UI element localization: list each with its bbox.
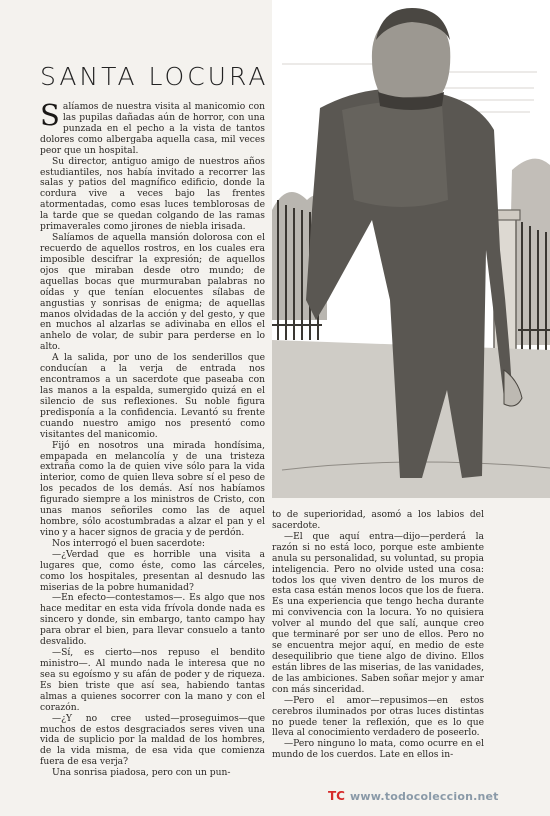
article-title: SANTA LOCURA — [40, 62, 269, 91]
illustration-man-at-gate — [272, 0, 550, 498]
watermark-link[interactable]: www.todocoleccion.net — [350, 789, 499, 803]
article-paragraph: —Pero ninguno lo mata, como ocurre en el mundo de los cuerdos. Late en ellos in- — [272, 739, 484, 761]
article-paragraph: Su director, antiguo amigo de nuestros años estudiantiles, nos había invitado a recorrer las salas y patios del magnífico edificio, donde la cordura vive a veces bajo las frentes atormentadas, como esas luces temblorosas de la tarde que se quedan colgando de las ramas primaverales como jirones de niebla irisada. — [40, 156, 265, 233]
article-paragraph: —Pero el amor—repusimos—en estos cerebros iluminados por otras luces distintas no puede tener la reflexión, que es lo que lleva al conocimiento verdadero de poseerlo. — [272, 695, 484, 739]
article-column-right — [272, 510, 484, 761]
drop-cap: S — [40, 98, 60, 132]
article-paragraph: —¿Y no cree usted—proseguimos—que muchos de estos desgraciados seres viven una vida de suplicio por la maldad de los hombres, de la vida misma, de esa vida que comienza fuera de esa verja? — [40, 713, 265, 768]
article-paragraph: —El que aquí entra—dijo—perderá la razón si no está loco, porque este ambiente anula su personalidad, su voluntad, su propia inteligencia. Pero no olvide usted una cosa: todos los que viven dentro de los muros de esta casa están menos locos que los de fuera. Es una experiencia que tengo hecha durante mi convivencia con la locura. Yo no quisiera volver al mundo del que salí, aunque creo que terminaré por ser uno de ellos. Pero no se encuentra mejor aquí, en medio de este desequilibrio que tiene algo de divino. Ellos están libres de las miserias, de las vanidades, de las ambiciones. Saben soñar mejor y amar con más sinceridad. — [272, 531, 484, 695]
article-paragraph: —¿Verdad que es horrible una visita a lugares que, como éste, como las cárceles, como los hospitales, presentan al desnudo las miserias de la pobre humanidad? — [40, 549, 265, 593]
article-paragraph: Nos interrogó el buen sacerdote: — [52, 538, 205, 549]
article-paragraph: Salíamos de aquella mansión dolorosa con el recuerdo de aquellos rostros, en los cuales era imposible descifrar la expresión; de aquellos ojos que miraban desde otro mundo; de aquellas bocas que murmuraban palabras no oídas y que tenían elocuentes sílabas de angustias y sonrisas de enigma; de aquellas manos olvidadas de la acción y del gesto, y que en muchos al alzarlas se adivinaba en ellos el anhelo de volar, de subir para perderse en lo alto. — [40, 233, 265, 353]
watermark-footer[interactable] — [328, 787, 550, 805]
article-column-left — [40, 98, 265, 779]
todocoleccion-logo-icon: TC — [328, 789, 345, 803]
article-paragraph: —Sí, es cierto—nos repuso el bendito ministro—. Al mundo nada le interesa que no sea su egoísmo y su afán de poder y de riqueza. Es bien triste que así sea, habiendo tantas almas a quienes socorrer con la mano y con el corazón. — [40, 648, 265, 713]
article-paragraph: Salíamos de nuestra visita al manicomio con las pupilas dañadas aún de horror, con una punzada en el pecho a la vista de tantos dolores como albergaba aquella casa, mil veces peor que un hospital. — [40, 98, 265, 156]
article-paragraph: to de superioridad, asomó a los labios del sacerdote. — [272, 510, 484, 531]
article-paragraph: —En efecto—contestamos—. Es algo que nos hace meditar en esta vida frívola donde nada es sincero y donde, sin embargo, tanto campo hay para obrar el bien, para llevar consuelo a tanto desvalido. — [40, 593, 265, 648]
article-paragraph: Una sonrisa piadosa, pero con un pun- — [52, 768, 231, 779]
article-paragraph: A la salida, por uno de los senderillos que conducían a la verja de entrada nos encontramos a un sacerdote que paseaba con las manos a la espalda, sumergido quizá en el silencio de sus reflexiones. Su noble figura predisponía a la confidencia. Levantó su frente cuando nuestro amigo nos presentó como visitantes del manicomio. — [40, 353, 265, 440]
article-paragraph: Fijó en nosotros una mirada hondísima, empapada en melancolía y de una tristeza extraña como la de quien vive sólo para la vida interior, como de quien lleva sobre sí el peso de los pecados de los demás. Así nos habíamos figurado siempre a los ministros de Cristo, con unas manos señoriles como las de aquel hombre, sólo acostumbradas a alzar el pan y el vino y a hacer signos de gracia y de perdón. — [40, 440, 265, 538]
illustration-svg — [272, 0, 550, 498]
